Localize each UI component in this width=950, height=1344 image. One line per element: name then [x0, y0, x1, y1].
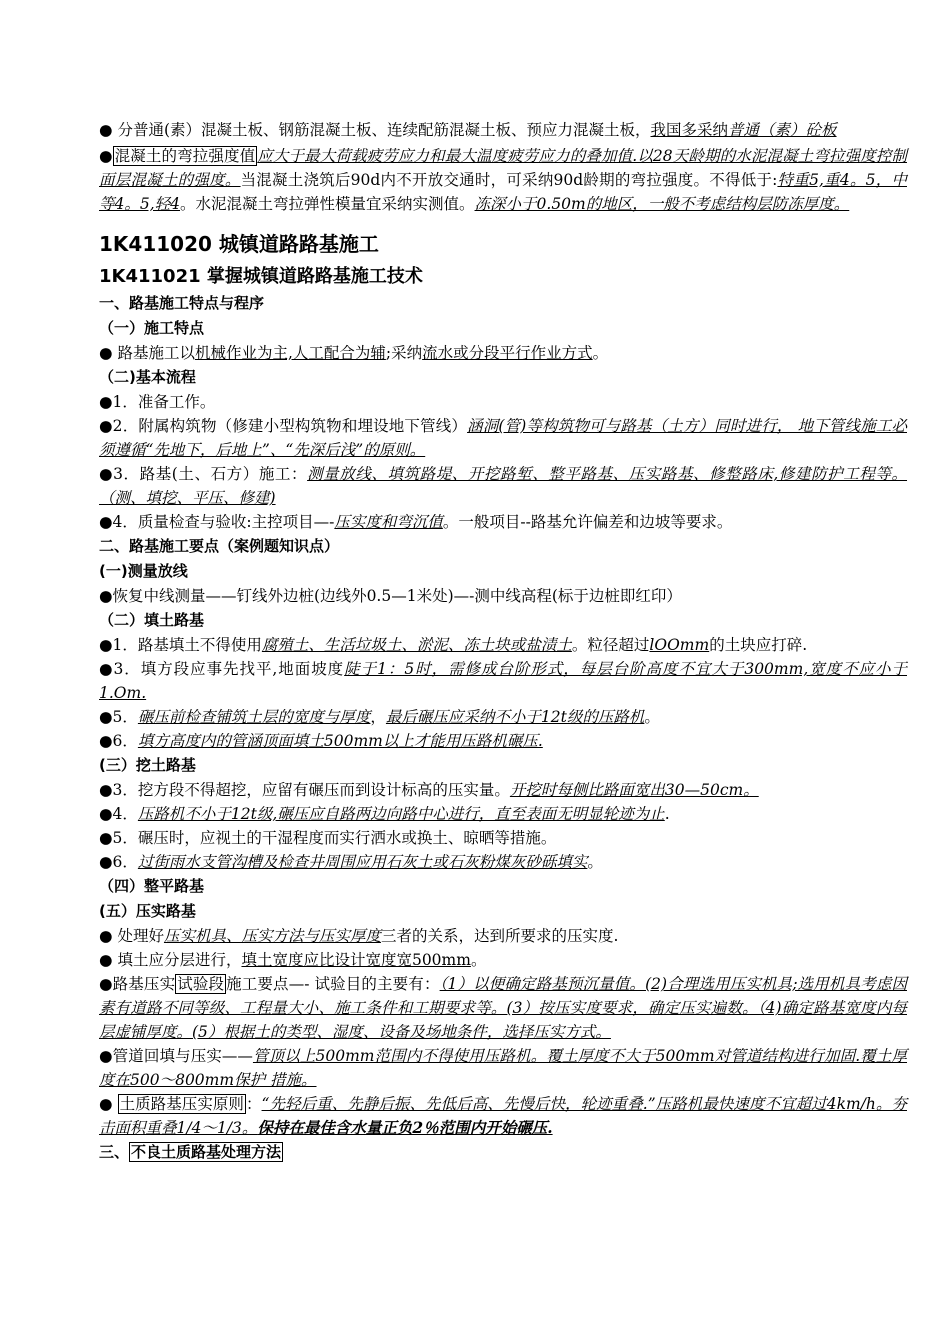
paragraph-construction-features — [99, 341, 907, 365]
text: ●5． — [99, 708, 138, 727]
subsection-heading-1-1: （一）施工特点 — [99, 319, 205, 338]
text: 。 — [470, 951, 487, 970]
italic-underlined-text: lOOmm — [649, 636, 710, 655]
text: 。 — [592, 344, 609, 363]
text: 三、 — [99, 1143, 130, 1162]
paragraph-test-section — [99, 972, 907, 1044]
text: ●4． — [99, 805, 138, 824]
subsection-heading-2-5: (五）压实路基 — [99, 902, 196, 921]
section-heading-2: 二、路基施工要点（案例题知识点） — [99, 537, 340, 556]
text: 。粒径超过 — [571, 636, 650, 655]
subsection-heading-2-2: （二）填土路基 — [99, 611, 205, 630]
italic-underlined-text: 过街雨水支管沟槽及检查井周围应用石灰土或石灰粉煤灰砂砾填实 — [137, 853, 588, 872]
boxed-term: 混凝土的弯拉强度值 — [114, 147, 256, 165]
text: ● 分普通(素）混凝土板、钢筋混凝土板、连续配筋混凝土板、预应力混凝土板， — [99, 121, 651, 139]
paragraph-fill-3 — [99, 657, 907, 705]
text: ： — [245, 1095, 262, 1114]
text: 当混凝土浇筑后90d内不开放交通时，可采纳90d龄期的弯拉强度。不得低于: — [240, 171, 778, 189]
subsection-heading-2-4: （四）整平路基 — [99, 877, 205, 896]
document-page — [99, 118, 907, 1165]
text: ● 路基施工以 — [99, 344, 195, 363]
text: 。 — [644, 708, 660, 727]
text: . — [664, 805, 670, 824]
italic-underlined-text: 特重5,重4。5，中等4。5,轻4 — [99, 171, 907, 213]
text: 的土块应打碎. — [709, 636, 808, 655]
italic-underlined-text: 最后碾压应采纳不小于12t级的压路机 — [385, 708, 645, 727]
text: ●3．挖方段不得超挖，应留有碾压而到设计标高的压实量。 — [99, 781, 510, 800]
italic-underlined-text: 涵洞(管)等构筑物可与路基（土方）同时进行， 地下管线施工必须遵循“先地下，后地上”、“先深后浅”的原则。 — [99, 417, 907, 460]
paragraph-fill-6 — [99, 729, 907, 753]
underlined-text: 我国多采纳 — [650, 121, 729, 139]
subsection-heading-2-1: (一)测量放线 — [99, 562, 188, 581]
boxed-term: 不良土质路基处理方法 — [131, 1143, 282, 1162]
paragraph-cut-3 — [99, 778, 907, 802]
paragraph-compaction-relation — [99, 924, 907, 948]
italic-underlined-text: （1）以便确定路基预沉量值。(2)合理选用压实机具;选用机具考虑因素有道路不同等级、工程量大小、施工条件和工期要求等。(3）按压实度要求，确定压实遍数。（4)确定路基宽度内每层虚铺厚度。(5）根据土的类型、湿度、设备及场地条件，选择压实方式。 — [99, 975, 907, 1042]
paragraph-step-3 — [99, 462, 907, 510]
paragraph-compaction-principle — [99, 1092, 907, 1140]
text: ●4．质量检查与验收:主控项目—- — [99, 513, 335, 532]
text: ● 处理好 — [99, 927, 164, 946]
subsection-heading-2-3: (三）挖土路基 — [99, 756, 196, 775]
italic-underlined-text: “先轻后重、先静后振、先低后高、先慢后快，轮迹重叠.”压路机最快速度不宜超过4km/h。夯击面积重叠1/4～1/3。 — [99, 1095, 907, 1138]
bullet: ● — [99, 147, 113, 165]
text: ， — [370, 708, 386, 727]
italic-underlined-text: 开挖时每侧比路面宽出30—50cm。 — [509, 781, 759, 800]
paragraph-slab-types — [99, 118, 907, 142]
text: 。一般项目--路基允许偏差和边坡等要求。 — [442, 513, 733, 532]
italic-underlined-text: 冻深小于0.50m的地区，一般不考虑结构层防冻厚度。 — [474, 195, 850, 213]
text: 三者的关系，达到所要求的压实度. — [380, 927, 619, 946]
text: 施工要点—- 试验目的主要有： — [226, 975, 440, 994]
text: ● 填土应分层进行， — [99, 951, 242, 970]
paragraph-cut-6 — [99, 850, 907, 874]
paragraph-cut-5: ●5．碾压时，应视土的干湿程度而实行洒水或换土、晾晒等措施。 — [99, 829, 557, 848]
paragraph-layered-fill — [99, 948, 907, 972]
italic-underlined-text: 普通（素）砼板 — [728, 121, 837, 139]
text: ●6． — [99, 732, 138, 751]
text: ●2．附属构筑物（修建小型构筑物和埋设地下管线） — [99, 417, 468, 436]
italic-underlined-text: 碾压前检查铺筑土层的宽度与厚度 — [137, 708, 371, 727]
paragraph-flexural-strength — [99, 144, 907, 216]
bold-italic-underlined-text: 保持在最佳含水量正负2％范围内开始碾压. — [257, 1118, 553, 1138]
italic-underlined-text: 测量放线、填筑路堤、开挖路堑、整平路基、压实路基、修整路床,修建防护工程等。（测、填挖、平压、修建) — [99, 465, 908, 508]
paragraph-step-1: ●1．准备工作。 — [99, 393, 216, 412]
italic-underlined-text: 应大于最大荷载疲劳应力和最大温度疲劳应力的叠加值.以28天龄期的水泥混凝土弯拉强度控制面层混凝土的强度。 — [99, 147, 907, 189]
text: ●管道回填与压实—— — [99, 1047, 253, 1066]
paragraph-fill-5 — [99, 705, 907, 729]
subsection-heading-1-2: （二)基本流程 — [99, 368, 196, 387]
underlined-text: 机械作业为主,人工配合为辅 — [194, 344, 386, 363]
italic-underlined-text: 压实机具、压实方法与压实厚度 — [163, 927, 381, 946]
text: ●6． — [99, 853, 138, 872]
text: ●3．路基(土、石方）施工： — [99, 465, 308, 484]
underlined-text: 流水或分段平行作业方式 — [422, 344, 593, 363]
underlined-text: 填土宽度应比设计宽度宽500mm — [241, 951, 471, 970]
paragraph-step-4 — [99, 510, 907, 534]
heading-1k411021: 1K411021 掌握城镇道路路基施工技术 — [99, 266, 423, 287]
paragraph-cut-4 — [99, 802, 907, 826]
heading-1k411020: 1K411020 城镇道路路基施工 — [99, 232, 379, 256]
text: ●3．填方段应事先找平,地面坡度 — [99, 660, 345, 679]
section-heading-3 — [99, 1140, 907, 1165]
section-heading-1: 一、路基施工特点与程序 — [99, 294, 265, 313]
paragraph-survey: ●恢复中线测量——钉线外边桩(边线外0.5—1米处)—-测中线高程(标于边桩即红印） — [99, 587, 682, 606]
italic-underlined-text: 压实度和弯沉值 — [334, 513, 443, 532]
italic-underlined-text: 陡于1：5时，需修成台阶形式，每层台阶高度不宜大于300mm,宽度不应小于1.Om. — [99, 660, 907, 703]
text: 。 — [587, 853, 603, 872]
paragraph-step-2 — [99, 414, 907, 462]
text: ●路基压实 — [99, 975, 176, 994]
paragraph-pipe-backfill — [99, 1044, 907, 1092]
italic-underlined-text: 管顶以上500mm范围内不得使用压路机。覆土厚度不大于500mm对管道结构进行加固.覆土厚度在500～800mm保护 措施。 — [99, 1047, 908, 1090]
italic-underlined-text: 压路机不小于12t级,碾压应自路两边向路中心进行，直至表面无明显轮迹为止 — [137, 805, 665, 824]
boxed-term: 试验段 — [177, 975, 225, 994]
boxed-term: 土质路基压实原则 — [119, 1095, 244, 1114]
text: 。水泥混凝土弯拉弹性模量宜采纳实测值。 — [180, 195, 475, 213]
text: ●1．路基填土不得使用 — [99, 636, 262, 655]
italic-underlined-text: 填方高度内的管涵顶面填土500mm以上才能用压路机碾压. — [137, 732, 543, 751]
paragraph-fill-1 — [99, 633, 907, 657]
italic-underlined-text: 腐殖土、生活垃圾土、淤泥、冻土块或盐渍土 — [261, 636, 572, 655]
text: ● — [99, 1095, 118, 1114]
text: ;采纳 — [385, 344, 423, 363]
